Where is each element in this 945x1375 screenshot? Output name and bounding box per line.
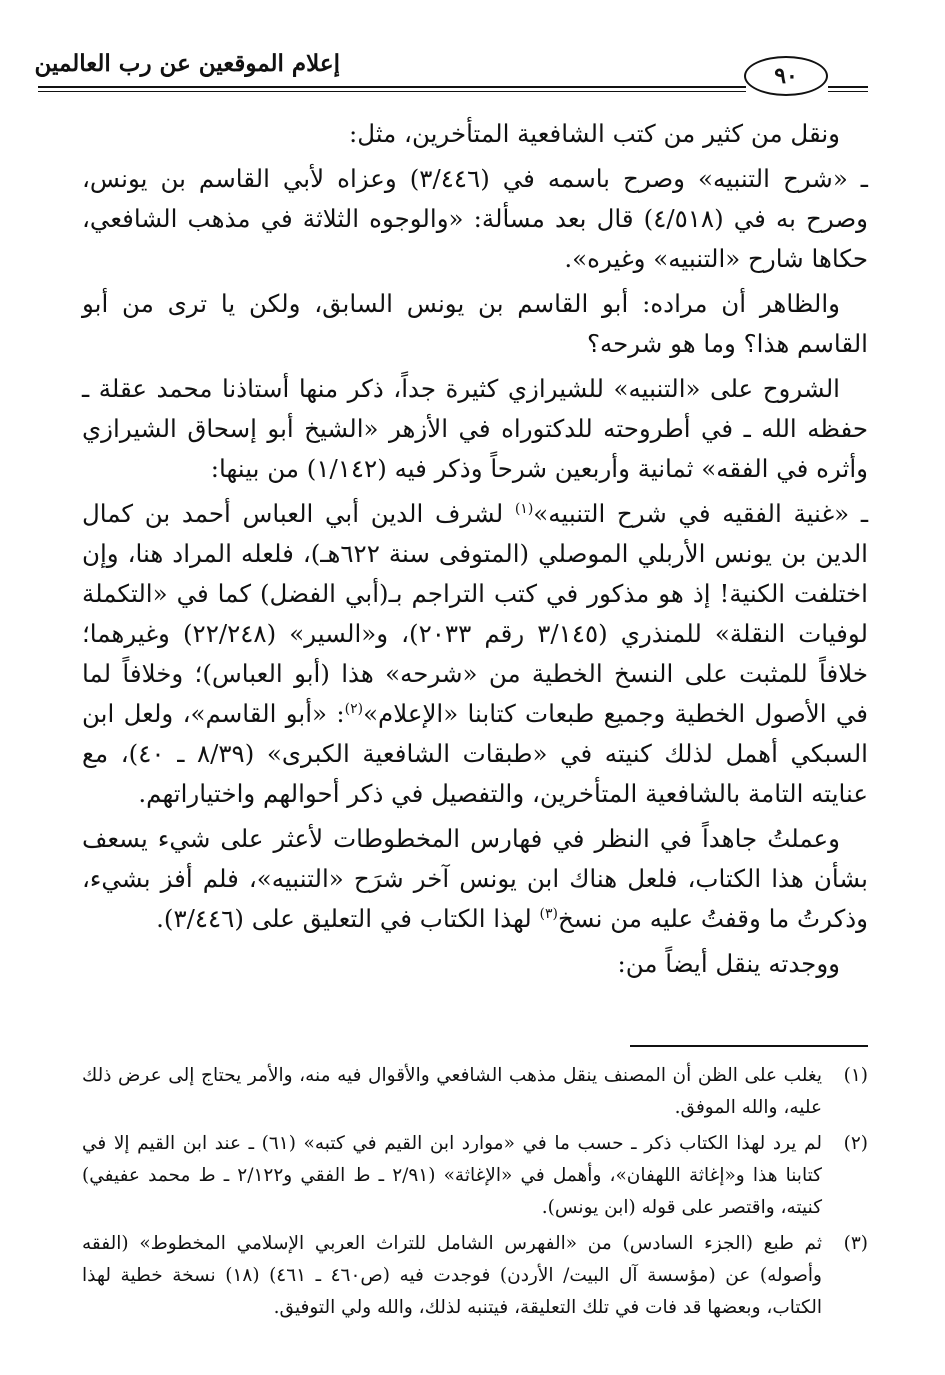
paragraph-sharh-tanbih: ـ «شرح التنبيه» وصرح باسمه في (٣/٤٤٦) وعزاه لأبي القاسم بن يونس، وصرح به في (٤/٥١٨) قال بعد مسألة: «والوجوه الثلاثة في مذهب الشافعي، حكاها شارح «التنبيه» وغيره». <box>82 164 868 273</box>
footnote <box>82 1060 868 1124</box>
footnote-number: (٣) <box>843 1233 868 1254</box>
footnote-text: يغلب على الظن أن المصنف ينقل مذهب الشافعي والأقوال فيه منه، والأمر يحتاج إلى عرض ذلك عليه، والله الموفق. <box>82 1065 822 1118</box>
paragraph-search <box>82 819 868 939</box>
footnote-text: ثم طبع (الجزء السادس) من «الفهرس الشامل للتراث العربي الإسلامي المخطوط» (الفقه وأصوله) عن (مؤسسة آل البيت/ الأردن) فوجدت فيه (ص٤٦٠ ـ ٤٦١) (١٨) نسخة خطية لهذا الكتاب، وبعضها قد فات في تلك التعليقة، فيتنبه لذلك، والله ولي التوفيق. <box>82 1233 822 1318</box>
footnote-separator <box>630 1045 868 1047</box>
paragraph-ghunyat <box>82 494 868 814</box>
paragraph-also: ووجدته ينقل أيضاً من: <box>617 949 840 978</box>
text-run: لهذا الكتاب في التعليق على (٣/٤٤٦). <box>156 904 540 933</box>
header-rule-thin <box>38 91 746 92</box>
footnote-number: (٢) <box>843 1133 868 1154</box>
paragraph-abu-qasim: والظاهر أن مراده: أبو القاسم بن يونس السابق، ولكن يا ترى من أبو القاسم هذا؟ وما هو شرحه؟ <box>82 289 868 358</box>
footnote-ref-3[interactable]: (٣) <box>539 905 558 922</box>
footnote <box>82 1128 868 1224</box>
paragraph-intro: ونقل من كثير من كتب الشافعية المتأخرين، مثل: <box>348 119 840 148</box>
footnote-ref-1[interactable]: (١) <box>514 500 534 517</box>
text-run: وعملتُ جاهداً في النظر في فهارس المخطوطات لأعثر على شيء يسعف بشأن هذا الكتاب، فلعل هناك ابن يونس آخر شرَح «التنبيه»، فلم أفز بشيء، وذكرتُ ما وقفتُ عليه من نسخ <box>82 824 868 933</box>
footnote-ref-2[interactable]: (٢) <box>344 700 364 717</box>
text-run: ـ «غنية الفقيه في شرح التنبيه» <box>533 499 868 528</box>
footnotes <box>82 1060 868 1328</box>
footnote-number: (١) <box>843 1065 868 1086</box>
header-rule-right-thin <box>828 91 868 92</box>
page-number-text: ٩٠ <box>774 63 798 89</box>
text-run: لشرف الدين أبي العباس أحمد بن كمال الدين بن يونس الأربلي الموصلي (المتوفى سنة ٦٢٢هـ)، فلعله المراد هنا، وإن اختلفت الكنية! إذ هو مذكور في كتب التراجم بـ(أبي الفضل) كما في «التكملة لوفيات النقلة» للمنذري (٣/١٤٥ رقم ٢٠٣٣)، و«السير» (٢٢/٢٤٨) وغيرهما؛ خلافاً للمثبت على النسخ الخطية من «شرحه» هذا (أبو العباس)؛ وخلافاً لما في الأصول الخطية وجميع طبعات كتابنا «الإعلام» <box>82 499 869 728</box>
footnote <box>82 1228 868 1324</box>
paragraph-shuruh: الشروح على «التنبيه» للشيرازي كثيرة جداً، ذكر منها أستاذنا محمد عقلة ـ حفظه الله ـ في أطروحته للدكتوراه في الأزهر «الشيخ أبو إسحاق الشيرازي وأثره في الفقه» ثمانية وأربعين شرحاً وذكر فيه (١/١٤٢) من بينها: <box>82 374 868 483</box>
main-text <box>82 114 868 989</box>
footnote-text: لم يرد لهذا الكتاب ذكر ـ حسب ما في «موارد ابن القيم في كتبه» (٦١) ـ عند ابن القيم إلا في كتابنا هذا و«إغاثة اللهفان»، وأهمل في «الإغاثة» (٢/٩١ ـ ط الفقي و٢/١٢٢ ـ ط محمد عفيفي) كنيته، واقتصر على قوله (ابن يونس). <box>82 1133 822 1218</box>
text-run: : «أبو القاسم»، ولعل ابن السبكي أهمل لذلك كنيته في «طبقات الشافعية الكبرى» (٨/٣٩ ـ ٤٠)، مع عنايته التامة بالشافعية المتأخرين، والتفصيل في ذكر أحوالهم واختياراتهم. <box>82 699 868 808</box>
running-title: إعلام الموقعين عن رب العالمين <box>34 50 340 77</box>
header-rule <box>38 86 746 88</box>
header-rule-right <box>828 86 868 88</box>
page-number <box>744 56 828 96</box>
